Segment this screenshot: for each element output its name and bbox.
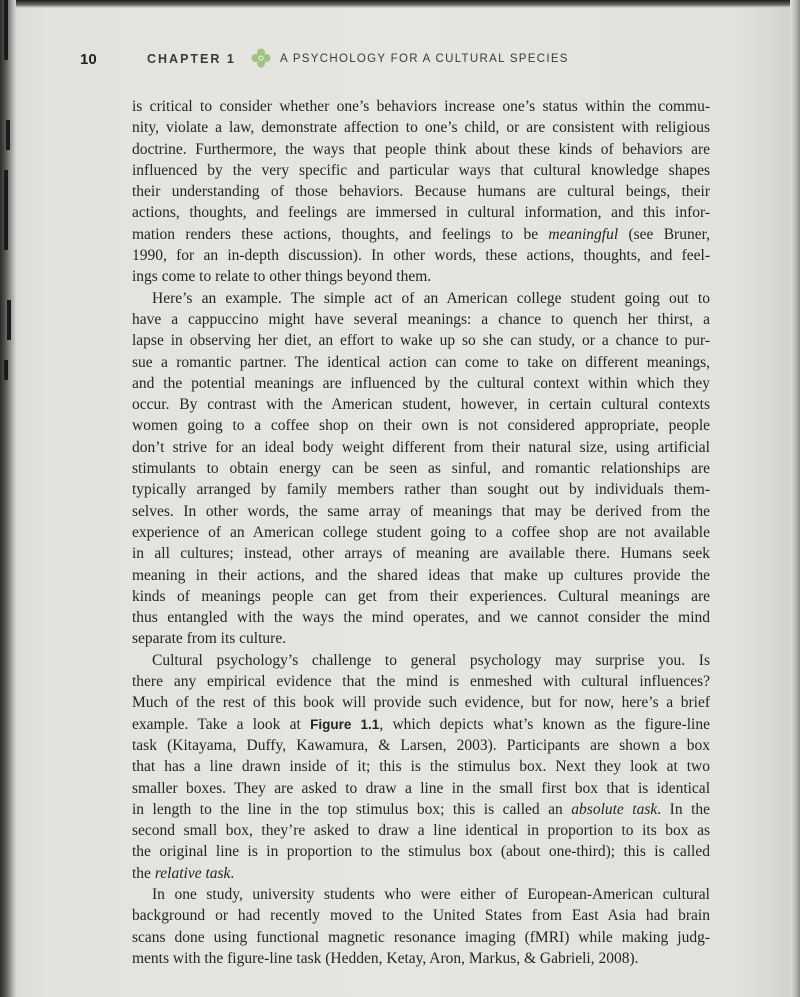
chapter-label: CHAPTER 1	[147, 52, 236, 66]
text-line: background or had recently moved to the United States from East Asia had brain	[132, 907, 710, 925]
text-line: in all cultures; instead, other arrays of meaning are available there. Humans seek	[132, 545, 710, 563]
text-line: occur. By contrast with the American student, however, in certain cultural contexts	[132, 396, 710, 414]
text-line: their understanding of those behaviors. Because humans are cultural beings, their	[132, 183, 710, 201]
text-line: actions, thoughts, and feelings are immersed in cultural information, and this infor-	[132, 204, 710, 222]
text-line: separate from its culture.	[132, 630, 287, 648]
text-line: stimulants to obtain energy can be seen as sinful, and romantic relationships are	[132, 460, 710, 478]
paragraph	[132, 650, 710, 884]
page-right-edge	[790, 0, 800, 997]
body-text	[132, 96, 710, 969]
text-line: 1990, for an in-depth discussion). In other words, these actions, thoughts, and feel-	[132, 247, 710, 265]
text-line: the relative task.	[132, 864, 235, 882]
text-line: there any empirical evidence that the mind is enmeshed with cultural influences?	[132, 673, 710, 691]
flower-ornament-icon	[250, 47, 272, 69]
text-line: scans done using functional magnetic resonance imaging (fMRI) while making judg-	[132, 928, 710, 946]
paragraph	[132, 288, 710, 650]
text-line: selves. In other words, the same array of meanings that may be derived from the	[132, 502, 710, 520]
text-line: In one study, university students who were either of European-American cultural	[152, 885, 710, 903]
text-line: in length to the line in the top stimulus box; this is called an absolute task. In the	[132, 800, 710, 818]
text-line: ments with the figure-line task (Hedden, Ketay, Aron, Markus, & Gabrieli, 2008).	[132, 949, 639, 967]
text-line: meaning in their actions, and the shared ideas that make up cultures provide the	[132, 566, 710, 584]
text-line: and the potential meanings are influenced by the cultural context within which they	[132, 374, 710, 392]
running-header	[80, 48, 760, 70]
text-line: Cultural psychology’s challenge to general psychology may surprise you. Is	[152, 651, 710, 669]
text-line: don’t strive for an ideal body weight different from their natural size, using artificial	[132, 438, 710, 456]
text-line: Much of the rest of this book will provide such evidence, but for now, here’s a brief	[132, 694, 710, 712]
page-top-shadow	[0, 0, 800, 8]
text-line: that has a line drawn inside of it; this is the stimulus box. Next they look at two	[132, 758, 710, 776]
text-line: kinds of meanings people can get from their experiences. Cultural meanings are	[132, 587, 710, 605]
text-line: smaller boxes. They are asked to draw a line in the small first box that is identical	[132, 779, 710, 797]
text-line: is critical to consider whether one’s behaviors increase one’s status within the commu-	[132, 98, 710, 115]
running-title: A PSYCHOLOGY FOR A CULTURAL SPECIES	[280, 53, 569, 65]
text-line: typically arranged by family members rather than sought out by individuals them-	[132, 481, 710, 499]
text-line: nity, violate a law, demonstrate affection to one’s child, or are consistent with religious	[132, 119, 710, 137]
text-line: Here’s an example. The simple act of an American college student going out to	[152, 289, 710, 307]
text-line: ings come to relate to other things beyond them.	[132, 268, 432, 286]
text-line: second small box, they’re asked to draw a line identical in proportion to its box as	[132, 822, 710, 840]
text-line: doctrine. Furthermore, the ways that people think about these kinds of behaviors are	[132, 140, 710, 158]
text-line: thus entangled with the ways the mind operates, and we cannot consider the mind	[132, 609, 710, 627]
binding-gutter	[0, 0, 16, 997]
text-line: experience of an American college student going to a coffee shop are not available	[132, 523, 710, 541]
text-line: influenced by the very specific and particular ways that cultural knowledge shapes	[132, 161, 710, 179]
page-number: 10	[80, 50, 97, 68]
text-line: task (Kitayama, Duffy, Kawamura, & Larsen, 2003). Participants are shown a box	[132, 736, 710, 754]
text-line: the original line is in proportion to the stimulus box (about one-third); this is called	[132, 843, 710, 861]
text-line: have a cappuccino might have several meanings: a chance to quench her thirst, a	[132, 310, 710, 328]
text-line: women going to a coffee shop on their own is not considered appropriate, people	[132, 417, 710, 435]
text-line: mation renders these actions, thoughts, and feelings to be meaningful (see Bruner,	[132, 225, 710, 243]
paragraph	[132, 884, 710, 969]
text-line: lapse in observing her diet, an effort to wake up so she can study, or a chance to pur-	[132, 332, 710, 350]
text-line: example. Take a look at Figure 1.1, which depicts what’s known as the figure-line	[132, 715, 710, 733]
paragraph	[132, 96, 710, 288]
text-line: sue a romantic partner. The identical action can come to take on different meanings,	[132, 353, 710, 371]
